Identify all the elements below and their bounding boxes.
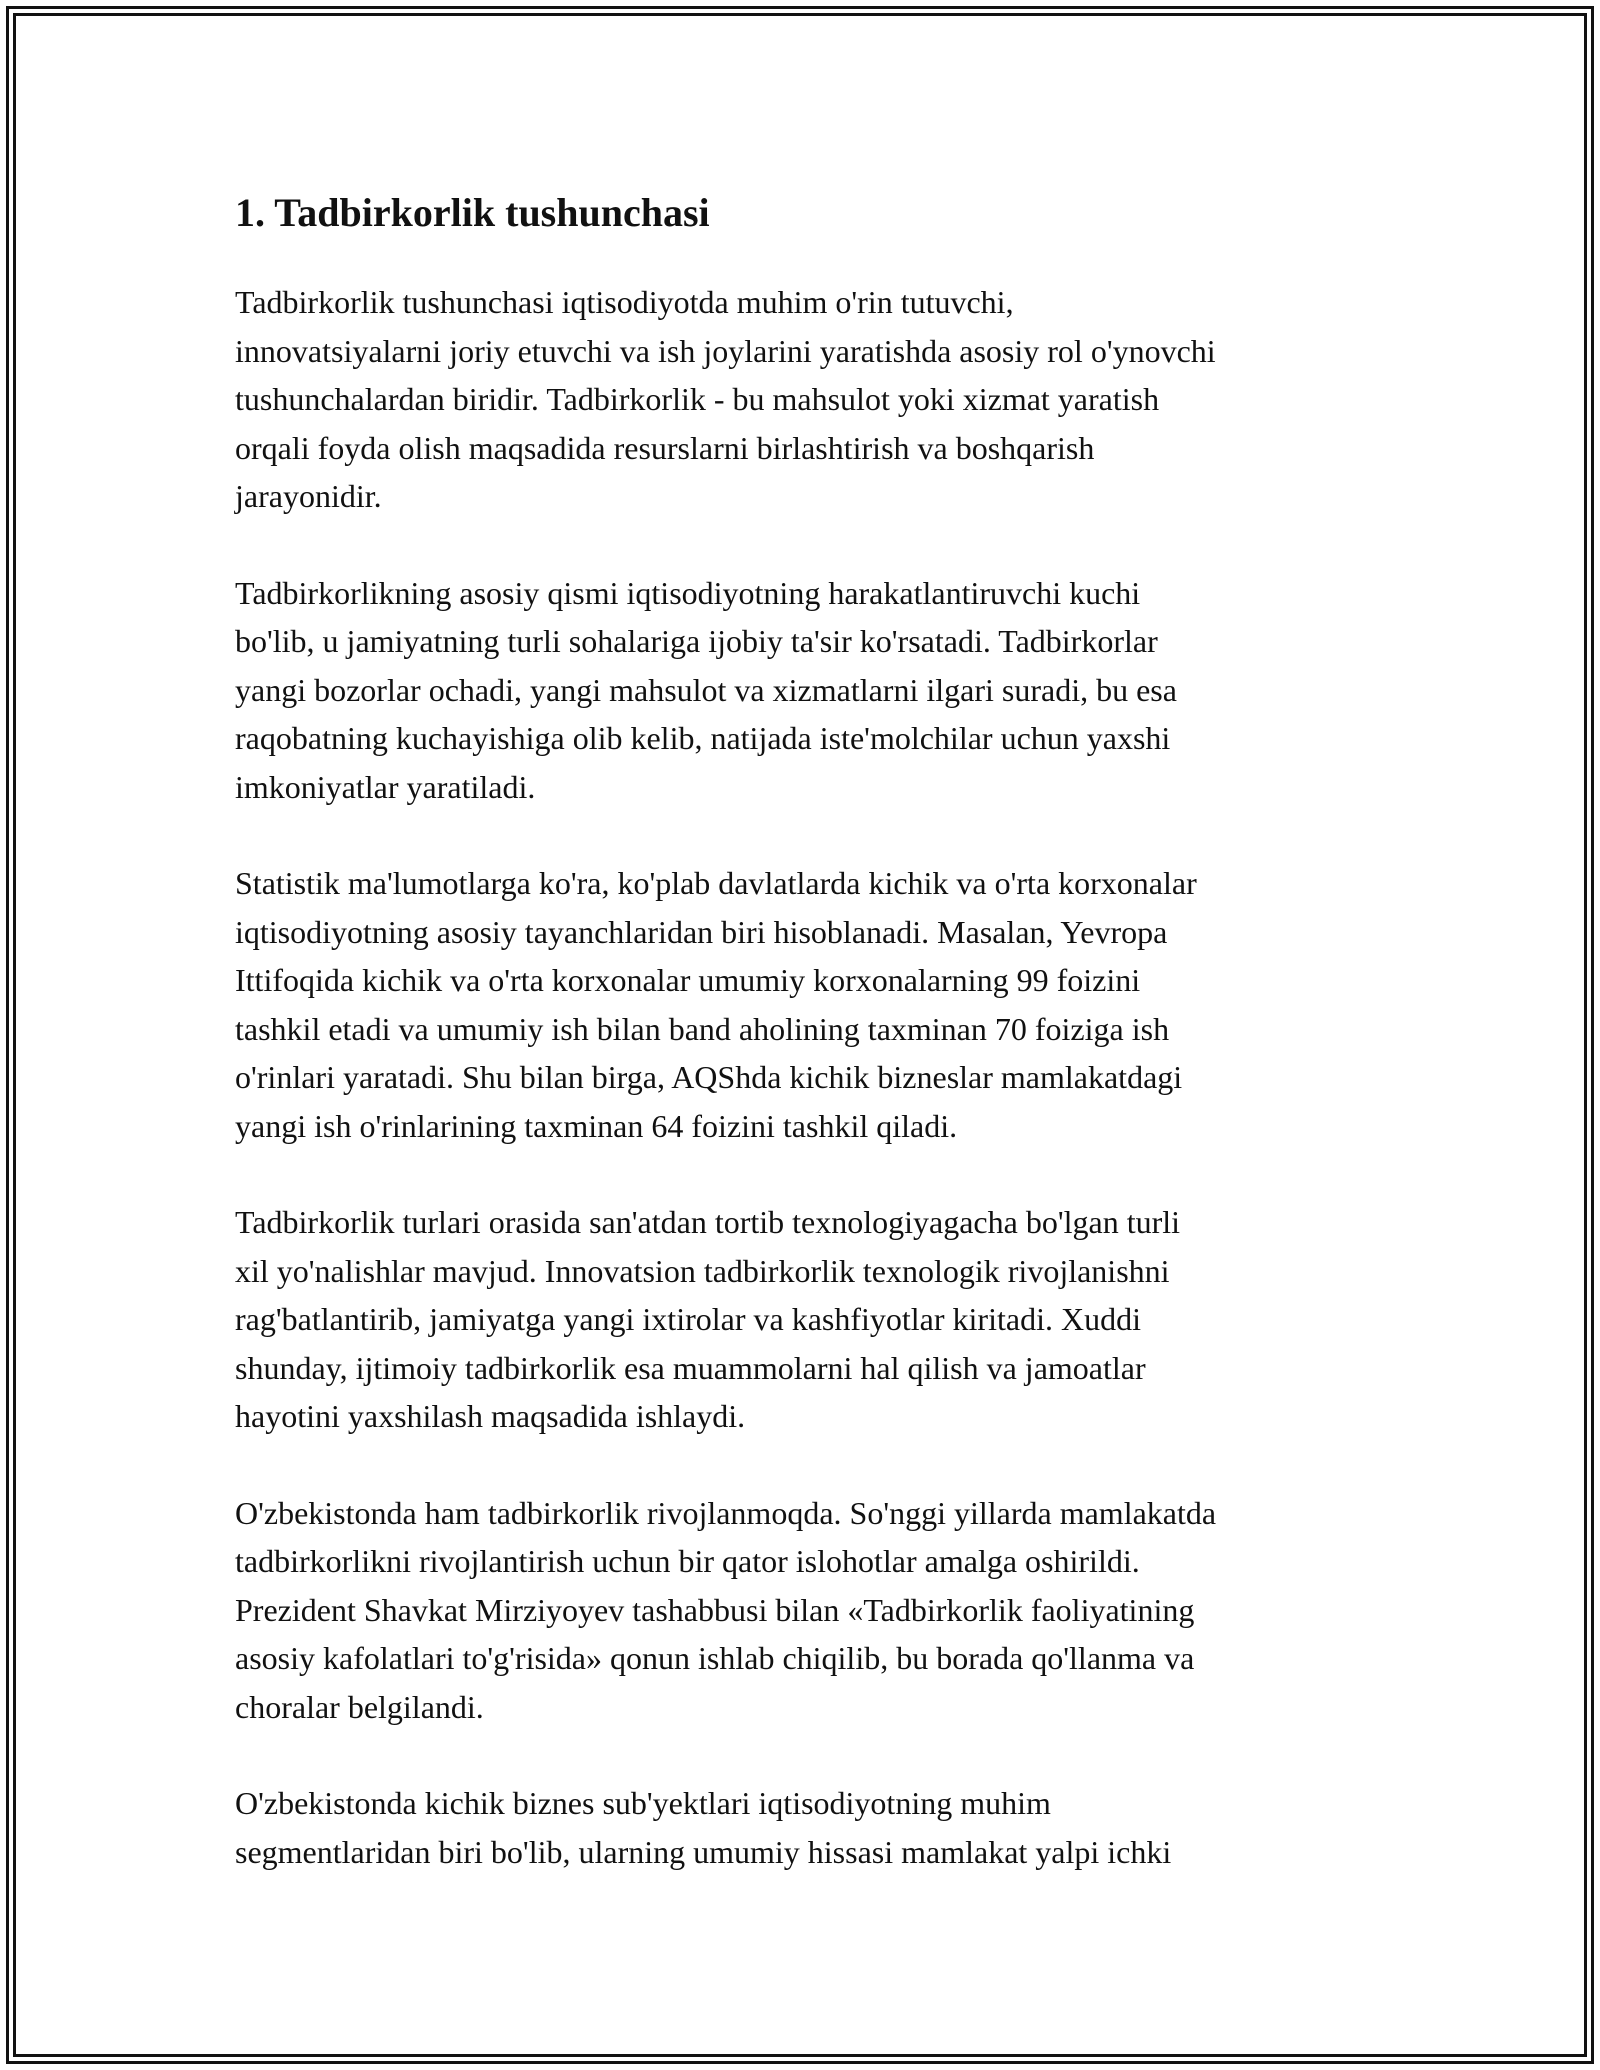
paragraph-line: xil yo'nalishlar mavjud. Innovatsion tadbirkorlik texnologik rivojlanishni — [235, 1252, 1170, 1289]
document-body — [235, 184, 1365, 1924]
paragraph-line: Prezident Shavkat Mirziyoyev tashabbusi bilan «Tadbirkorlik faoliyatining — [235, 1591, 1195, 1628]
paragraph-line: choralar belgilandi. — [235, 1688, 484, 1725]
paragraph-line: Tadbirkorlik tushunchasi iqtisodiyotda muhim o'rin tutuvchi, — [235, 284, 1014, 320]
paragraph-line: shunday, ijtimoiy tadbirkorlik esa muammolarni hal qilish va jamoatlar — [235, 1349, 1146, 1386]
paragraph-line: asosiy kafolatlari to'g'risida» qonun ishlab chiqilib, bu borada qo'llanma va — [235, 1640, 1195, 1676]
paragraph-uzbekistan-reforms — [235, 1489, 1365, 1732]
paragraph-small-business — [235, 1779, 1365, 1876]
paragraph-line: tashkil etadi va umumiy ish bilan band aholining taxminan 70 foiziga ish — [235, 1010, 1170, 1047]
paragraph-line: O'zbekistonda kichik biznes sub'yektlari iqtisodiyotning muhim — [235, 1785, 1051, 1821]
paragraph-line: yangi bozorlar ochadi, yangi mahsulot va xizmatlarni ilgari suradi, bu esa — [235, 671, 1177, 708]
paragraph-line: tushunchalardan biridir. Tadbirkorlik - bu mahsulot yoki xizmat yaratish — [235, 381, 1160, 417]
paragraph-definition — [235, 278, 1365, 521]
paragraph-line: rag'batlantirib, jamiyatga yangi ixtirolar va kashfiyotlar kiritadi. Xuddi — [235, 1301, 1141, 1337]
paragraph-line: Ittifoqida kichik va o'rta korxonalar umumiy korxonalarning 99 foizini — [235, 962, 1141, 998]
paragraph-line: raqobatning kuchayishiga olib kelib, natijada iste'molchilar uchun yaxshi — [235, 720, 1171, 756]
paragraph-line: tadbirkorlikni rivojlantirish uchun bir qator islohotlar amalga oshirildi. — [235, 1543, 1140, 1579]
paragraph-line: iqtisodiyotning asosiy tayanchlaridan biri hisoblanadi. Masalan, Yevropa — [235, 913, 1168, 950]
paragraph-statistics — [235, 859, 1365, 1150]
paragraph-line: Tadbirkorlik turlari orasida san'atdan tortib texnologiyagacha bo'lgan turli — [235, 1204, 1181, 1240]
paragraph-line: bo'lib, u jamiyatning turli sohalariga ijobiy ta'sir ko'rsatadi. Tadbirkorlar — [235, 623, 1158, 659]
paragraph-line: orqali foyda olish maqsadida resurslarni birlashtirish va boshqarish — [235, 429, 1095, 466]
paragraph-line: Tadbirkorlikning asosiy qismi iqtisodiyotning harakatlantiruvchi kuchi — [235, 574, 1141, 611]
paragraph-line: segmentlaridan biri bo'lib, ularning umumiy hissasi mamlakat yalpi ichki — [235, 1833, 1172, 1870]
paragraph-line: O'zbekistonda ham tadbirkorlik rivojlanmoqda. So'nggi yillarda mamlakatda — [235, 1494, 1217, 1531]
paragraph-line: yangi ish o'rinlarining taxminan 64 foizini tashkil qiladi. — [235, 1107, 958, 1144]
paragraph-line: hayotini yaxshilash maqsadida ishlaydi. — [235, 1398, 746, 1434]
section-title: 1. Tadbirkorlik tushunchasi — [235, 190, 710, 235]
paragraph-types — [235, 1198, 1365, 1441]
paragraph-role — [235, 569, 1365, 812]
paragraph-line: o'rinlari yaratadi. Shu bilan birga, AQShda kichik bizneslar mamlakatdagi — [235, 1059, 1183, 1095]
paragraph-line: Statistik ma'lumotlarga ko'ra, ko'plab davlatlarda kichik va o'rta korxonalar — [235, 865, 1197, 901]
paragraph-line: jarayonidir. — [235, 478, 382, 514]
paragraph-line: innovatsiyalarni joriy etuvchi va ish joylarini yaratishda asosiy rol o'ynovchi — [235, 332, 1216, 369]
paragraph-line: imkoniyatlar yaratiladi. — [235, 768, 536, 805]
